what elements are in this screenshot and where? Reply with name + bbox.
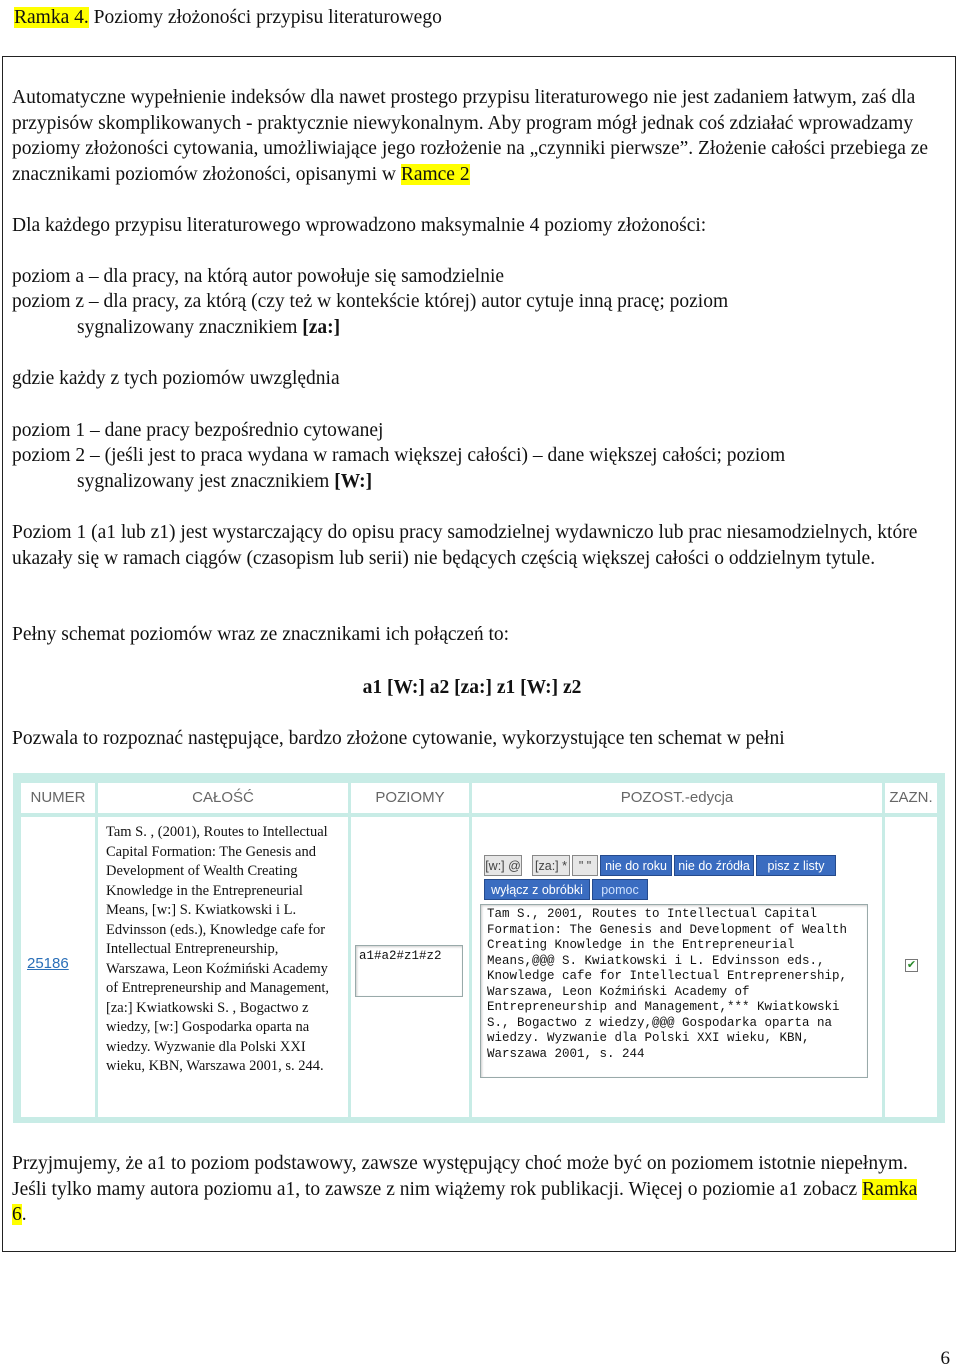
level-1-line: poziom 1 – dane pracy bezpośrednio cytowanej [12,420,384,441]
page-number: 6 [940,1348,950,1369]
closing-paragraph: Przyjmujemy, że a1 to poziom podstawowy, zawsze występujący choć może być on poziomem istotnie niepełnym. Jeśli tylko mamy autora poziomu a1, to zawsze z nim wiążemy rok publikacji. Więcej o poziomie a1 zobacz Ramka 6. [12,1153,918,1225]
level-2-marker-line: sygnalizowany jest znacznikiem [W:] [77,471,373,492]
app-screenshot [13,773,945,1123]
example-intro: Pozwala to rozpoznać następujące, bardzo złożone cytowanie, wykorzystujące ten schemat w pełni [12,728,785,749]
cell-levels [351,817,469,1117]
edit-textarea[interactable]: Tam S., 2001, Routes to Intellectual Capital Formation: The Genesis and Development of Wealth Creating Knowledge in the Entrepreneurial Means,@@@ S. Kwiatkowski i L. Edvinsson eds., Knowledge cafe for Intellectual Entreprenership, Warszawa, Leon Koźmiński Academy of Entrepreneurship and Management,*** Kwiatkowski S., Bogactwo z wiedzy,@@@ Gospodarka oparta na wiedzy. Wyzwanie dla Polski XXI wieku, KBN, Warszawa 2001, s. 244 [480,904,868,1078]
frame-label: Ramka 4. [14,7,89,28]
header-poziomy: POZIOMY [351,783,469,813]
record-number-link[interactable]: 25186 [27,955,69,972]
schema-intro: Pełny schemat poziomów wraz ze znacznikami ich połączeń to: [12,624,510,645]
mark-checkbox[interactable]: ✔ [906,959,917,971]
cell-number [21,817,95,1117]
level-2-line: poziom 2 – (jeśli jest to praca wydana w ramach większej całości) – dane większej całości; poziom [12,445,786,466]
frame-title [14,6,442,30]
citation-text: Tam S. , (2001), Routes to Intellectual Capital Formation: The Genesis and Development of Wealth Creating Knowledge in the Entrepreneurial Means, [w:] S. Kwiatkowski i L. Edvinsson (eds.), Knowledge cafe for Intellectual Entrepreneurship, Warszawa, Leon Koźmiński Academy of Entrepreneurship and Management, [za:] Kwiatkowski S. , Bogactwo z wiedzy, [w:] Gospodarka oparta na wiedzy. Wyzwanie dla Polski XXI wieku, KBN, Warszawa 2001, s. 244. [106,824,330,1074]
header-calosc: CAŁOŚĆ [98,783,348,813]
ramka-6-link[interactable]: Ramka 6 [12,1178,918,1225]
nie-do-zrodla-button[interactable]: nie do źródła [674,855,754,876]
ramce-2-link[interactable]: Ramce 2 [400,163,470,185]
levels-intro: Dla każdego przypisu literaturowego wprowadzono maksymalnie 4 poziomy złożoności: [12,215,707,236]
cell-mark [885,817,937,1117]
cell-citation [98,817,348,1117]
levels-input[interactable]: a1#a2#z1#z2 [355,945,463,997]
level-a-line: poziom a – dla pracy, na którą autor powołuje się samodzielnie [12,266,505,287]
level-z-line: poziom z – dla pracy, za którą (czy też w kontekście której) autor cytuje inną pracę; poziom [12,291,729,312]
w-tag-button[interactable]: [w:] @ [484,855,522,876]
header-zazn: ZAZN. [885,783,937,813]
intro-paragraph: Automatyczne wypełnienie indeksów dla nawet prostego przypisu literaturowego nie jest zadaniem łatwym, zaś dla przypisów skomplikowanych - praktycznie niewykonalnym. Aby program mógł jednak coś zdziałać wprowadzamy poziomy złożoności cytowania, umożliwiające jego rozłożenie na „czynniki pierwsze”. Złożenie całości przebiega ze znacznikami poziomów złożoności, opisanymi w Ramce 2 [12,87,929,185]
header-numer: NUMER [21,783,95,813]
cell-edit [472,817,882,1117]
frame-title-text: Poziomy złożoności przypisu literaturowego [88,7,442,28]
level-1-explanation: Poziom 1 (a1 lub z1) jest wystarczający do opisu pracy samodzielnej wydawniczo lub prac niesamodzielnych, które ukazały się w ramach ciągów (czasopism lub serii) nie będących częścią większej całości o oddzielnym tytule. [12,522,918,569]
each-level-line: gdzie każdy z tych poziomów uwzględnia [12,368,340,389]
quotes-button[interactable]: " " [572,855,598,876]
pisz-z-listy-button[interactable]: pisz z listy [756,855,836,876]
level-z-marker-line: sygnalizowany znacznikiem [za:] [77,317,341,338]
za-tag-button[interactable]: [za:] * [532,855,570,876]
header-pozost-edycja: POZOST.-edycja [472,783,882,813]
wylacz-z-obrobki-button[interactable]: wyłącz z obróbki [484,879,590,900]
schema-formula: a1 [W:] a2 [za:] z1 [W:] z2 [362,677,582,698]
nie-do-roku-button[interactable]: nie do roku [600,855,672,876]
pomoc-button[interactable]: pomoc [592,879,648,900]
